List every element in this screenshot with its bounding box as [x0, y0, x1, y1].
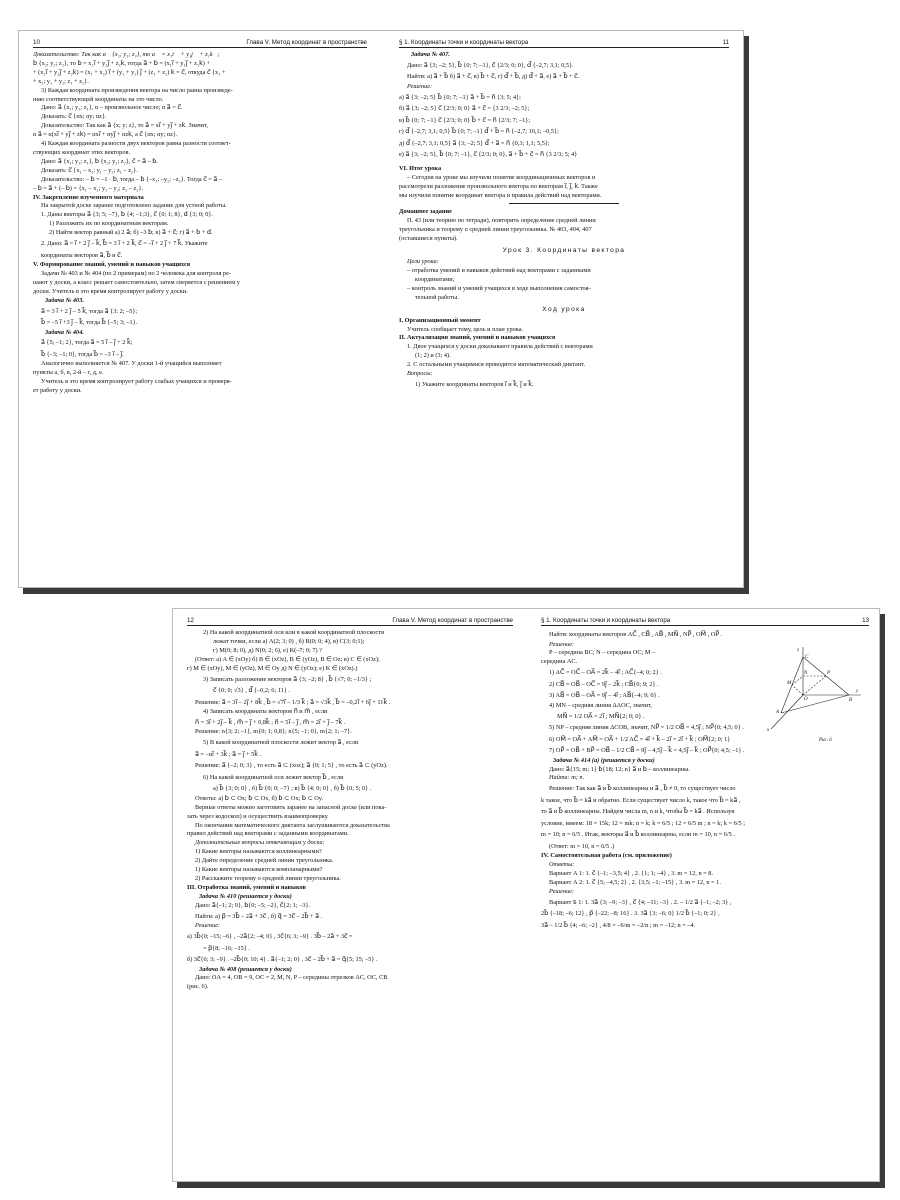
text-line: Вариант Б 1: 1. 3a⃗ {3; –9; –3} , c⃗ {4; –11; –3} . 2. – 1/2 a⃗ {–1; –2; 3} ,	[549, 898, 732, 906]
text-line: 4) Записать координаты векторов n⃗ и m⃗ , если	[203, 708, 328, 716]
text-line: ствующих координат этих векторов.	[33, 148, 131, 156]
section-heading: V. Формирование знаний, умений и навыков учащихся	[33, 261, 191, 269]
text-line: а) a⃗ {3; –2; 5} b⃗ {0; 7; –1} a⃗ + b⃗ = n⃗ {3; 5; 4};	[399, 93, 521, 101]
page-10	[33, 39, 367, 579]
text-line: 5) В какой координатной плоскости лежит вектор a⃗ , если	[203, 739, 359, 747]
page-text	[187, 629, 513, 992]
text-line: b⃗ = –5 i⃗ +3 j⃗ – k⃗, тогда b⃗ {–5; 3; –1}.	[41, 319, 138, 327]
text-line: 5) NP – средняя линия ΔCOB, значит, NP⃗ = 1/2 OB⃗ = 4,5j⃗ ; NP⃗{0; 4,5; 0} .	[549, 724, 744, 732]
figure-caption: Рис. 6	[819, 738, 832, 743]
text-line: a⃗ {5; –1; 2}, тогда a⃗ = 5 i⃗ – j⃗ + 2 k⃗;	[41, 339, 133, 347]
text-line: Доказательство: – b⃗ = –1 · b⃗, тогда – b⃗ {–x₂; –y₂; –z₂}. Тогда c⃗ = a⃗ –	[41, 175, 222, 183]
text-line: г) M(0; 8; 0), д) N(0; 2; 6), е) K(–7; 0; 7) ?	[213, 646, 322, 654]
text-line: = p⃗{8; –16; –15} .	[203, 944, 251, 952]
text-line: Доказательство: Так как a⃗ {x₁; y₁; z₁}, то a⃗ = x₁i⃗ + y₁j⃗ + z₁k⃗;	[33, 51, 220, 58]
text-line: 2) Найти вектор равный а) 2 a⃗; б) –3 b⃗; в) a⃗ + c⃗; г) a⃗ + b⃗ + d⃗.	[49, 229, 213, 237]
page-number: 10	[33, 39, 40, 46]
page-header	[33, 39, 367, 48]
page-header	[187, 617, 513, 626]
text-line: Решение: n{3; 2; –1}, m{0; 1; 0,8}; n{5; –1; 0}, m{2; 1; –7}.	[195, 728, 352, 736]
text-line: Найти: а) p⃗ = 3b⃗ – 2a⃗ + 3c⃗ , б) q⃗ = 3c⃗ – 2b⃗ + a⃗ .	[195, 912, 323, 920]
text-line: рассмотрели разложение произвольного вектора по векторам i⃗, j⃗, k⃗. Также	[399, 182, 598, 190]
text-line: 7) OP⃗ = OB⃗ + BP⃗ = OB⃗ – 1/2 CB⃗ = 9j⃗ – 4,5j⃗ – k⃗ = 4,5j⃗ – k⃗ ; OP⃗{0; 4,5; –1} .	[549, 747, 745, 755]
text-line: условие, имеем: 18 = 15k; 12 = mk; n = k; k = 6/5 ; 12 = 6/5 m ; n = k; k = 6/5 ;	[541, 819, 745, 827]
page-12	[187, 617, 513, 1173]
text-line: 2) CB⃗ = OB⃗ – OC⃗ = 9j⃗ – 2k⃗ ; CB⃗{0; 9; 2} .	[549, 680, 659, 688]
section-heading: II. Актуализация знаний, умений и навыков учащихся	[399, 334, 556, 342]
section-heading: Задача № 404.	[45, 328, 84, 336]
text-line: доски. Учитель в это время контролирует работу у доски.	[33, 287, 188, 295]
text-line: Решение:	[195, 922, 221, 930]
text-line: тельной работы.	[415, 293, 459, 301]
running-title: Глава V. Метод координат в пространстве	[246, 39, 367, 46]
section-heading: IV. Самостоятельная работа (см. приложение)	[541, 852, 672, 860]
segment-om	[792, 685, 803, 695]
z-axis-label: z	[797, 648, 799, 653]
text-line: 1) Разложить их по координатным векторам.	[49, 220, 169, 228]
text-line: c⃗ {0; 0; √3} , d⃗ {–0,2; 6; 11} .	[213, 687, 290, 695]
text-line: 2b⃗ {–18; –6; 12} , p⃗ {–22; –8; 16} . 3. 3a⃗ {3; –6; 0} 1/2 b⃗ {–1; 0; 2} ,	[541, 910, 720, 918]
text-line: Дополнительные вопросы отвечающим у доски:	[195, 839, 325, 847]
text-line: г) d⃗ {–2,7; 3,1; 0,5} b⃗ {0; 7; –1} d⃗ + b⃗ = n⃗ {–2,7; 10,1; –0,5};	[399, 128, 559, 136]
text-line: середина AC.	[541, 658, 578, 666]
page-number: 11	[722, 39, 729, 46]
text-line: Решение: a⃗ = 3i⃗ – 2j⃗ + 8k⃗ , b⃗ = √7i⃗ – 1/3 k⃗ ; a⃗ = √3k⃗ , b⃗ = –0,2i⃗ + 6j⃗ + 11k⃗ .	[195, 698, 391, 706]
page-header	[541, 617, 869, 626]
coordinate-axes-diagram	[763, 643, 863, 745]
text-line: 1) Какие векторы называются компланарными?	[195, 866, 323, 874]
text-line: 2) Расскажите теорему о средней линии треугольника.	[195, 875, 341, 882]
text-line: – b⃗ = a⃗ + (– b⃗) = {x₁ – x₂; y₁ – y₂; z₁ – z₂}.	[33, 184, 144, 192]
text-line: а) 3b⃗{0; –15; –6} , –2a⃗{2; –4; 0} , 3c⃗{6; 3; –9} . 3b⃗ – 2a⃗ + 3c⃗ =	[187, 933, 353, 941]
text-line: MN⃗ = 1/2 OA⃗ = 2i⃗ ; MN⃗{2; 0; 0} .	[557, 712, 645, 720]
point-m-label: M	[787, 681, 792, 686]
text-line: Цели урока:	[407, 258, 439, 266]
text-line: б) a⃗ {3; –2; 5} c⃗ {2/3; 0; 0} a⃗ + c⃗ = {3 2/3; –2; 5};	[399, 105, 530, 113]
text-line: Решение:	[549, 887, 575, 895]
text-line: 2. С остальными учащимися проводится математический диктант.	[407, 361, 586, 369]
text-line: Найти: m; n.	[549, 774, 585, 782]
section-heading: Задача № 407.	[411, 51, 450, 58]
text-line: ет работу у доски.	[33, 387, 82, 395]
page-text	[399, 51, 729, 390]
section-heading: Задача № 410 (решается у доски)	[199, 892, 292, 900]
section-heading: VI. Итог урока	[399, 164, 442, 172]
text-line: (Ответ: а) A ∈ (xOy) б) B ∈ (xOz), B ∈ (yOz), B ∈ Oz; в) C ∈ (xOz);	[195, 655, 380, 663]
text-line: – контроль знаний и умений учащихся в ходе выполнения самостоя-	[407, 284, 591, 292]
text-line: Дано: a⃗ {x₁; y₁; z₁}, α – произвольное число; α a⃗ = c⃗.	[41, 104, 183, 112]
section-heading: I. Организационный момент	[399, 316, 481, 324]
text-line: Дано: OA = 4, OB = 9, OC = 2, M, N, P – середины отрезков AC, OC, CB	[195, 974, 388, 982]
text-line: Найти: координаты векторов AC⃗ , CB⃗ , AB⃗ , MN⃗ , NP⃗ , OM⃗ , OP⃗ .	[549, 631, 723, 638]
text-line: мы изучили понятие координат вектора и правила действий над векторами.	[399, 191, 602, 199]
point-c-label: C	[805, 655, 809, 660]
text-line: е) a⃗ {3; –2; 5}, b⃗ {0; 7; –1}, c⃗ {2/3; 0; 0}, a⃗ + b⃗ + c⃗ = n⃗ {3 2/3; 5; 4}	[399, 151, 578, 159]
text-line: 1. Двое учащихся у доски доказывают правила действий с векторами	[407, 343, 593, 351]
text-line: 1. Даны векторы a⃗ {3; 5; –7}, b⃗ {4; –1;3}, c⃗ {0; 1; 8}, d⃗ {3; 0; 0}.	[41, 211, 213, 219]
text-line: m = 10; n = 6/5 . Итак, векторы a⃗ и b⃗ коллинеарны, если m = 10, n = 6/5 .	[541, 831, 735, 839]
section-heading: Задача № 408 (решается у доски)	[199, 965, 292, 973]
text-line: Верные ответы можно заготовить заранее на запасной доске (или пока-	[195, 803, 387, 811]
text-line: 4) MN – средняя линия ΔAOC, значит,	[549, 701, 652, 709]
text-line: Учитель в это время контролирует работу слабых учащихся и проверя-	[41, 378, 232, 386]
text-line: Вариант А 2: 1. c⃗ {5; –4,5; 2} , 2. {3,5; –1; –15} , 3. m = 12, n = 1.	[549, 879, 721, 887]
section-heading: Домашнее задание	[399, 208, 452, 216]
text-line: (1; 2) и (3; 4).	[415, 352, 451, 360]
text-line: Решение: Так как a⃗ и b⃗ коллинеарны и a⃗ , b⃗ ≠ 0, то существует число	[549, 785, 736, 793]
text-line: нию соответствующей координаты на это число.	[33, 95, 164, 103]
text-line: По окончании математического диктанта заслушиваются доказательства	[195, 821, 390, 829]
running-title: Глава V. Метод координат в пространстве	[392, 617, 513, 624]
text-line: Учитель сообщает тему, цель и план урока.	[407, 325, 524, 333]
text-line: Дано: a⃗{15; m; 1} b⃗{18; 12; n} a⃗ и b⃗ – коллинеарны.	[549, 765, 690, 773]
text-line: правил действий над векторами с заданными координатами.	[187, 830, 349, 838]
section-heading: Задача № 403.	[45, 296, 84, 304]
text-line: (рис. 6).	[187, 983, 209, 991]
text-line: Доказать: c⃗ {x₁ – x₂; y₁ – y₂; z₁ – z₂}.	[41, 166, 138, 174]
text-line: Решение:	[407, 82, 433, 90]
text-line: 2) На какой координатной оси или в какой координатной плоскости	[203, 629, 385, 636]
page-number: 12	[187, 617, 194, 624]
point-b-label: B	[849, 698, 853, 703]
text-line: П. 43 (или теорию по тетради), повторить определение средней линии	[407, 217, 596, 225]
text-line: b⃗ {x₂; y₂; z₂}, то b⃗ = x₂i⃗ + y₂j⃗ + z₂k⃗, тогда a⃗ + b⃗ = (x₁i⃗ + y₁j⃗ + z₁k⃗) +	[33, 59, 211, 67]
text-line: 3) Записать разложение векторов a⃗ {3; –2; 8} , b⃗ {√7; 0; –1/3} ;	[203, 675, 372, 683]
point-o-label: O	[804, 697, 808, 702]
text-line: Решение: a⃗ {–2; 0; 3} , то есть a⃗ ⊂ (xoz); a⃗ {0; 1; 5} , то есть a⃗ ⊂ (yOz).	[195, 762, 388, 770]
text-line: Вариант А 1: 1. c⃗ {–1; –3,5; 4} , 2. {1; 1; –4} , 3. m = 12, n = 8.	[549, 870, 714, 878]
text-line: 1) Укажите координаты векторов i⃗ и k⃗, j⃗ и k⃗.	[415, 380, 534, 388]
point-n-label: N	[804, 671, 808, 676]
text-line: 3a⃗ – 1/2 b⃗ {4; –6; –2} , 4/8 = –6/m = –2/n ; m = –12; n = –4.	[541, 921, 696, 929]
text-line: k такое, что b⃗ = ka⃗ и обратно. Если существует число k, такое что b⃗ = ka⃗ ,	[541, 796, 741, 804]
text-line: (Ответ: m = 10, n = 6/5 .)	[549, 842, 615, 850]
text-line: в) b⃗ {0; 7; –1} c⃗ {2/3; 0; 0} b⃗ + c⃗ = n⃗ {2/3; 7; –1};	[399, 116, 531, 124]
section-heading: IV. Закрепление изученного материала	[33, 193, 144, 201]
text-line: Доказать: c⃗ {αx; αy; αz}.	[41, 113, 107, 121]
text-line: 6) OM⃗ = OA⃗ + AM⃗ = OA⃗ + 1/2 AC⃗ = 4i⃗ + k⃗ – 2i⃗ = 2i⃗ + k⃗ ; OM⃗{2; 0; 1}	[549, 735, 731, 743]
text-line: Ответы:	[549, 861, 575, 869]
point-p-label: P	[827, 671, 831, 676]
text-line: Задачи № 403 и № 404 (по 2 примерам) по 2 человека для контроля ре-	[41, 269, 232, 277]
text-line: зать через кодоскоп) и осуществить взаимопроверку.	[187, 812, 329, 820]
segment-op	[803, 676, 826, 695]
text-line: г) M ∈ (xOy), M ∈ (yOz), M ∈ Oy д) N ∈ (yOz); е) K ∈ (xOz).)	[187, 664, 358, 672]
text-line: координатами;	[415, 275, 455, 283]
text-line: 4) Каждая координата разности двух векторов равна разности соответ-	[41, 140, 231, 148]
text-line: a⃗ = 3 i⃗ + 2 j⃗ – 5 k⃗, тогда a⃗ {3; 2; –5};	[41, 307, 138, 315]
text-line: треугольника и теорему о средней линии треугольника. № 403, 404, 407	[399, 226, 592, 234]
text-line: Ход урока	[542, 305, 586, 313]
text-line: шают у доски, а класс решает самостоятельно, затем сверяется с решением у	[33, 278, 240, 286]
text-line: 1) AC⃗ = OC⃗ – OA⃗ = 2k⃗ – 4i⃗ ; AC⃗{–4; 0; 2} .	[549, 669, 662, 677]
section-heading: III. Отработка знаний, умений и навыков	[187, 883, 306, 891]
text-line: Дано: a⃗{–1; 2; 0}, b⃗{0; –5; –2}, c⃗{2; 1; –3}.	[195, 901, 311, 909]
x-axis-label: x	[767, 728, 770, 733]
text-line: a⃗ = –αi⃗ + 3k⃗ ; a⃗ = j⃗ + 5k⃗ .	[195, 750, 262, 758]
text-line	[509, 203, 619, 205]
text-line: а) b⃗ {3; 0; 0} , б) b⃗ {0; 0; –7} ; в) b⃗ {4; 0; 0} , б) b⃗ {0; 5; 0} .	[213, 785, 372, 793]
text-line: α a⃗ = α(xi⃗ + yj⃗ + zk⃗) = αxi⃗ + αyj⃗ + αzk⃗, а c⃗ {αx; αy; αz}.	[33, 131, 178, 139]
section-heading: Задача № 414 (а) (решается у доски)	[553, 756, 655, 764]
text-line: лежат точки, если а) A(2; 3; 0) , б) B(0; 0; 4), в) C(3; 0;1);	[213, 637, 365, 645]
text-line: 2. Дано: a⃗ = i⃗ + 2 j⃗ – k⃗, b⃗ = 3 i⃗ + 2 k⃗, c⃗ = –i⃗ + 2 j⃗ + 7 k⃗. Укажите	[41, 240, 208, 248]
y-axis-label: y	[856, 689, 859, 694]
point-a-label: A	[776, 710, 780, 715]
figure-6-tetrahedron	[763, 643, 863, 745]
text-line: (оставшиеся пункты).	[399, 235, 458, 243]
text-line: 3) AB⃗ = OB⃗ – OA⃗ = 9j⃗ – 4i⃗ ; AB⃗{–4; 9; 0} .	[549, 692, 660, 700]
page-header	[399, 39, 729, 48]
page-13	[541, 617, 869, 1173]
text-line: д) d⃗ {–2,7; 3,1; 0,5} a⃗ {3; –2; 5} d⃗ + a⃗ = n⃗ {0,3; 1,1; 5,5};	[399, 139, 550, 147]
bottom-page-spread	[172, 608, 880, 1182]
top-page-spread	[18, 30, 744, 588]
text-line: На закрытой доске заранее подготовлено задание для устной работы.	[41, 202, 227, 210]
text-line: – отработка умений и навыков действий над векторами с заданными	[407, 266, 591, 274]
text-line: n⃗ = 3i⃗ + 2j⃗ – k⃗ , m⃗ = j⃗ + 0,8k⃗ ; n⃗ = 5i⃗ – j⃗ , m⃗ = 2i⃗ + j⃗ – 7k⃗ .	[195, 718, 346, 726]
text-line: Дано: a⃗ {x₁; y₁; z₁}, b⃗ {x₂; y₂; z₂}, c⃗ = a⃗ – b⃗.	[41, 157, 158, 165]
text-line: Вопросы:	[407, 370, 433, 378]
text-line: Дано: a⃗ {3; –2; 5}, b⃗ {0; 7; –1}, c⃗ {2/3; 0; 0}, d⃗ {–2,7; 3,1; 0,5}.	[407, 61, 574, 69]
text-line: Ответы: а) b⃗ ⊂ Ox; b⃗ ⊂ Ox, б) b⃗ ⊂ Ox; b⃗ ⊂ Oy.	[195, 794, 324, 802]
page-text	[33, 51, 367, 396]
page-number: 13	[862, 617, 869, 624]
text-line: координаты векторов a⃗, b⃗ и c⃗.	[41, 251, 123, 259]
text-line: Решение:	[549, 640, 575, 648]
text-line: + x₂; y₁ + y₂; z₁ + z₂}.	[33, 77, 89, 85]
edge-ab	[781, 695, 849, 713]
text-line: – Сегодня на уроке мы изучили понятие координационных векторов и	[407, 173, 596, 181]
text-line: 2) Дайте определение средней линии треугольника.	[195, 857, 334, 865]
text-line: 1) Какие векторы называются коллинеарными?	[195, 848, 322, 856]
running-title: § 1. Координаты точки и координаты вектора	[541, 617, 671, 624]
text-line: Найти: а) a⃗ + b⃗ б) a⃗ + c⃗, в) b⃗ + c⃗, г) d⃗ + b⃗, д) d⃗ + a⃗, е) a⃗ + b⃗ + c⃗.	[407, 73, 580, 81]
text-line: Аналогично выполняется № 407. У доски 1-й учащийся выполняет	[41, 360, 222, 368]
text-line: пункты а, б, в, 2-й – г, д, е.	[33, 369, 104, 377]
text-line: Доказательство: Так как a⃗ {x; y; z}, то a⃗ = xi⃗ + yj⃗ + zk⃗. Значит,	[41, 122, 208, 130]
text-line: то a⃗ и b⃗ коллинеарны. Найдем числа m, n и k, чтобы b⃗ = ka⃗ . Используя	[541, 808, 735, 816]
text-line: + (x₂i⃗ + y₂j⃗ + z₂k⃗) = (x₁ + x₂) i⃗ + (y₁ + y₂) j⃗ + (z₁ + z₂) k⃗ = c⃗, откуда c⃗ {x₁ +	[33, 68, 226, 76]
text-line: b⃗ {–3; –1; 0}, тогда b⃗ = –3 i⃗ – j⃗.	[41, 350, 124, 358]
text-line: Урок 3. Координаты вектора	[502, 247, 626, 255]
running-title: § 1. Координаты точки и координаты вектора	[399, 39, 529, 46]
text-line: б) 3c⃗{6; 3; –9} . –2b⃗{0; 10; 4} . a⃗{–1; 2; 0} . 3c⃗ – 2b⃗ + a⃗ = q⃗{5; 15; –5} .	[187, 956, 378, 964]
text-line: 6) На какой координатной оси лежит вектор b⃗ , если	[203, 773, 344, 781]
text-line: P – середина BC; N – середина OC; M –	[549, 649, 656, 657]
text-line: 3) Каждая координата произведения вектора на число равна произведе-	[41, 86, 233, 94]
page-11	[399, 39, 729, 579]
